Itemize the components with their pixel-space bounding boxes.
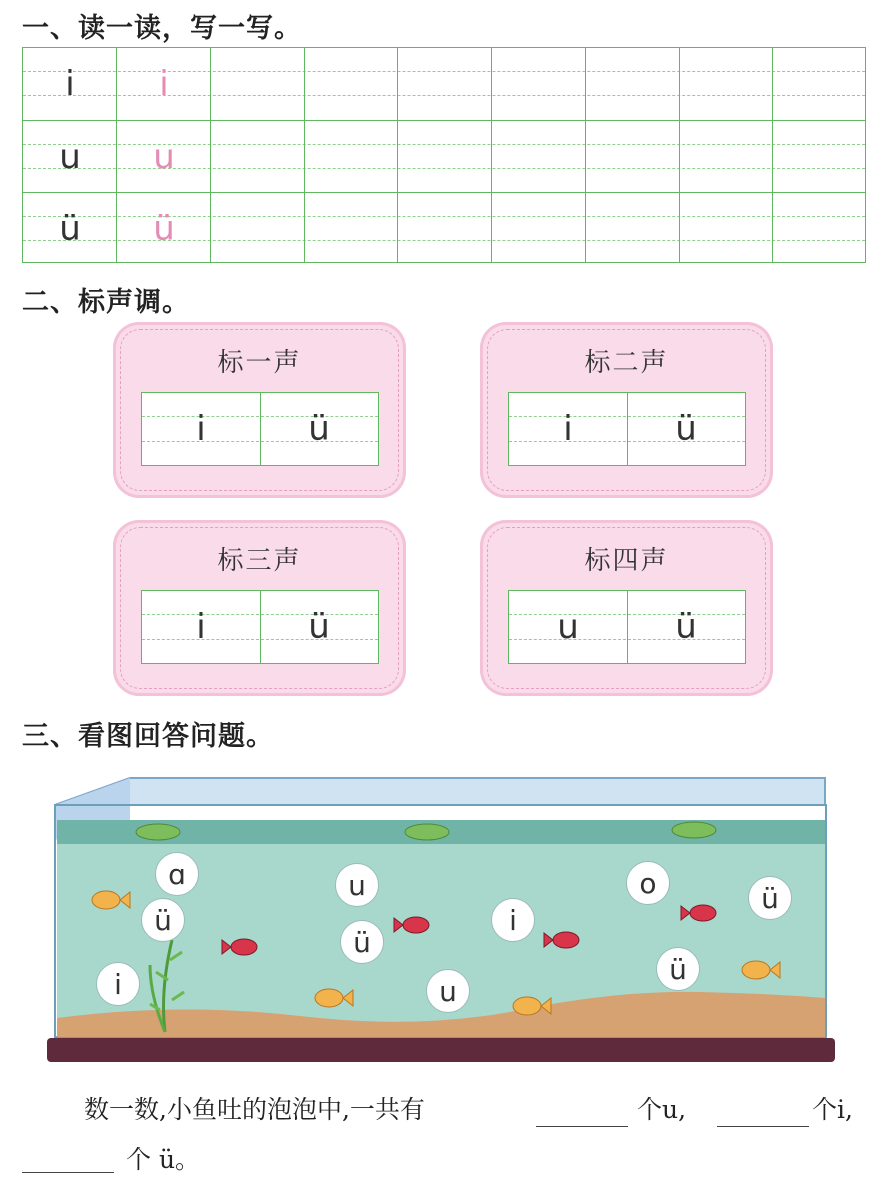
sample-letter: u bbox=[59, 136, 81, 177]
sample-letter: ü bbox=[59, 208, 81, 249]
aquarium-illustration bbox=[0, 770, 888, 1070]
card-grid[interactable] bbox=[508, 590, 746, 664]
tone-card bbox=[480, 322, 773, 498]
card-grid[interactable] bbox=[508, 392, 746, 466]
bubble: u bbox=[426, 969, 470, 1013]
card-grid[interactable] bbox=[141, 590, 379, 664]
section3-title: 三、看图回答问题。 bbox=[22, 721, 274, 752]
bubble: ü bbox=[340, 920, 384, 964]
card-title: 标二声 bbox=[584, 348, 669, 378]
bubble: ɑ bbox=[155, 852, 199, 896]
bubble: u bbox=[335, 863, 379, 907]
card-letter: i bbox=[196, 607, 206, 647]
card-letter: ü bbox=[675, 409, 697, 449]
question-text: 个 ü。 bbox=[126, 1145, 201, 1174]
card-letter: u bbox=[557, 607, 579, 647]
card-grid[interactable] bbox=[141, 392, 379, 466]
sample-letter: i bbox=[65, 64, 75, 104]
card-letter: ü bbox=[308, 607, 330, 647]
question-text: 个i, bbox=[812, 1095, 853, 1124]
bubble: i bbox=[96, 962, 140, 1006]
tone-card bbox=[113, 322, 406, 498]
tone-card bbox=[113, 520, 406, 696]
card-title: 标四声 bbox=[584, 546, 669, 576]
trace-letter: ü bbox=[153, 208, 175, 249]
question-text: 数一数,小鱼吐的泡泡中,一共有 bbox=[84, 1095, 425, 1124]
card-letter: i bbox=[563, 409, 573, 449]
answer-blank-u[interactable] bbox=[536, 1126, 628, 1127]
writing-row bbox=[23, 48, 865, 120]
bubble: ü bbox=[656, 947, 700, 991]
question-text: 个u, bbox=[637, 1095, 687, 1124]
section2-title: 二、标声调。 bbox=[22, 287, 190, 318]
bubble: o bbox=[626, 861, 670, 905]
section1-title: 一、读一读，写一写。 bbox=[22, 13, 302, 44]
trace-letter: i bbox=[159, 64, 169, 104]
bubble: ü bbox=[748, 876, 792, 920]
writing-grid[interactable] bbox=[22, 47, 866, 263]
answer-blank-v[interactable] bbox=[22, 1172, 114, 1173]
card-title: 标一声 bbox=[217, 348, 302, 378]
trace-letter: u bbox=[153, 136, 175, 177]
answer-blank-i[interactable] bbox=[717, 1126, 809, 1127]
bubble: ü bbox=[141, 898, 185, 942]
writing-row bbox=[23, 192, 865, 264]
card-letter: ü bbox=[675, 607, 697, 647]
card-letter: ü bbox=[308, 409, 330, 449]
card-title: 标三声 bbox=[217, 546, 302, 576]
card-letter: i bbox=[196, 409, 206, 449]
bubble: i bbox=[491, 898, 535, 942]
tone-card bbox=[480, 520, 773, 696]
writing-row bbox=[23, 120, 865, 192]
